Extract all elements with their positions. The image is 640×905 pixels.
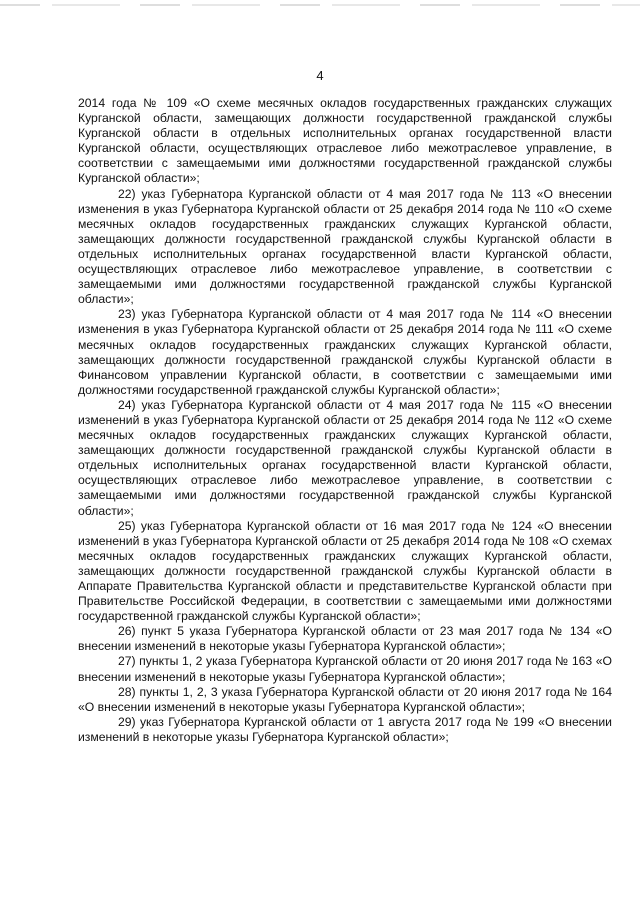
paragraph-continuation: 2014 года № 109 «О схеме месячных окладов государственных гражданских служащих Курганской области, замещающих должности государственной гражданской службы Курганской области в отдельных исполнительных органах государственной власти Курганской области, осуществляющих отраслевое либо межотраслевое управление, в соответствии с замещаемыми ими должностями государственной гражданской службы Курганской области»; [78,96,612,186]
scan-artifact-top [0,4,640,6]
list-item-23: 23) указ Губернатора Курганской области от 4 мая 2017 года № 114 «О внесении изменения в указ Губернатора Курганской области от 25 декабря 2014 года № 111 «О схеме месячных окладов государственных гражданских служащих Курганской области, замещающих должности государственной гражданской службы Курганской области в Финансовом управлении Курганской области, в соответствии с замещаемыми ими должностями государственной гражданской службы Курганской области»; [78,307,612,397]
page-number: 4 [316,68,324,83]
document-body [78,96,612,745]
list-item-22: 22) указ Губернатора Курганской области от 4 мая 2017 года № 113 «О внесении изменения в указ Губернатора Курганской области от 25 декабря 2014 года № 110 «О схеме месячных окладов государственных гражданских служащих Курганской области, замещающих должности государственной гражданской службы Курганской области в отдельных исполнительных органах государственной власти Курганской области, осуществляющих отраслевое либо межотраслевое управление, в соответствии с замещаемыми ими должностями государственной гражданской службы Курганской области»; [78,186,612,307]
list-item-24: 24) указ Губернатора Курганской области от 4 мая 2017 года № 115 «О внесении изменений в указ Губернатора Курганской области от 25 декабря 2014 года № 112 «О схеме месячных окладов государственных гражданских служащих Курганской области, замещающих должности государственной гражданской службы Курганской области в отдельных исполнительных органах государственной власти Курганской области, осуществляющих отраслевое либо межотраслевое управление, в соответствии с замещаемыми ими должностями государственной гражданской службы Курганской области»; [78,397,612,518]
list-item-29: 29) указ Губернатора Курганской области от 1 августа 2017 года № 199 «О внесении изменений в некоторые указы Губернатора Курганской области»; [78,714,612,744]
list-item-26: 26) пункт 5 указа Губернатора Курганской области от 23 мая 2017 года № 134 «О внесении изменений в некоторые указы Губернатора Курганской области»; [78,624,612,654]
list-item-28: 28) пункты 1, 2, 3 указа Губернатора Курганской области от 20 июня 2017 года № 164 «О внесении изменений в некоторые указы Губернатора Курганской области»; [78,684,612,714]
list-item-25: 25) указ Губернатора Курганской области от 16 мая 2017 года № 124 «О внесении изменений в указ Губернатора Курганской области от 25 декабря 2014 года № 108 «О схемах месячных окладов государственных гражданских служащих Курганской области, замещающих должности государственной гражданской службы Курганской области в Аппарате Правительства Курганской области и представительстве Курганской области при Правительстве Российской Федерации, в соответствии с замещаемыми ими должностями государственной гражданской службы Курганской области»; [78,518,612,624]
list-item-27: 27) пункты 1, 2 указа Губернатора Курганской области от 20 июня 2017 года № 163 «О внесении изменений в некоторые указы Губернатора Курганской области»; [78,654,612,684]
